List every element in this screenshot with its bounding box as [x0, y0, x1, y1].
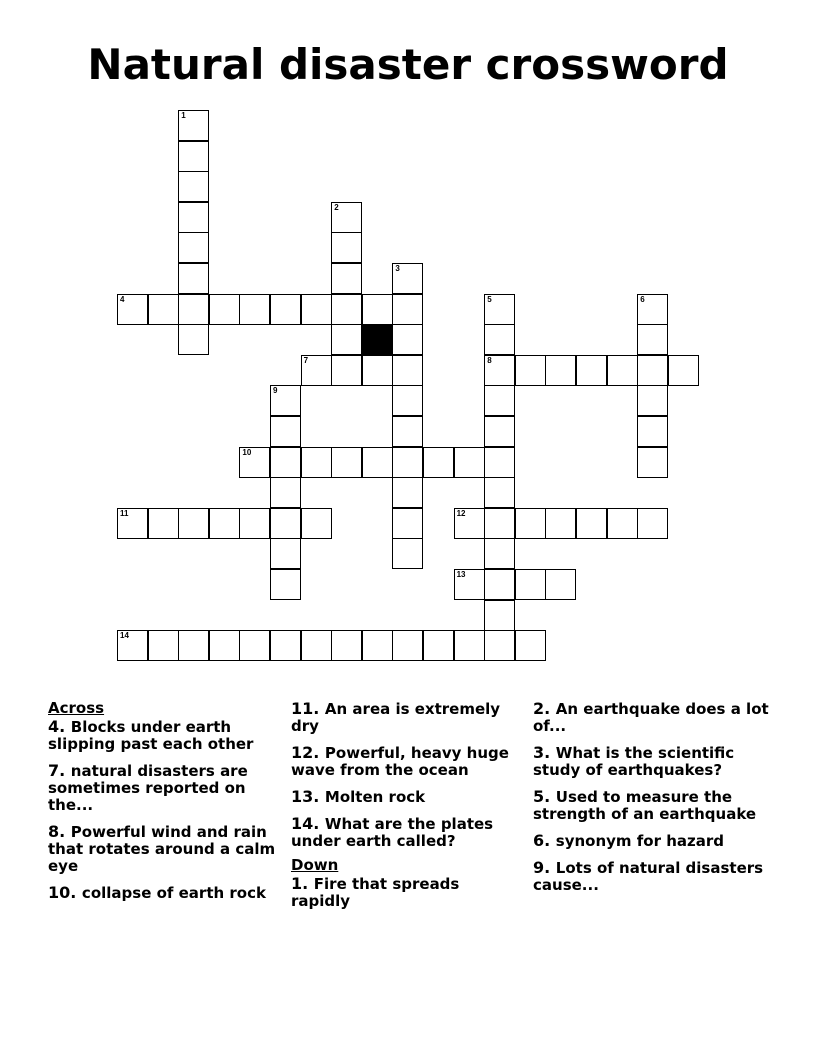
clue-number: 9: [273, 386, 278, 396]
crossword-cell[interactable]: [484, 416, 515, 447]
across-heading: Across: [48, 699, 105, 717]
clue-text: Powerful wind and rain that rotates around a calm eye: [48, 823, 276, 875]
crossword-cell[interactable]: [331, 294, 362, 325]
crossword-cell[interactable]: [178, 324, 209, 355]
crossword-cell[interactable]: [301, 447, 332, 478]
crossword-cell[interactable]: [209, 508, 240, 539]
crossword-cell[interactable]: [637, 324, 668, 355]
clue-text: What are the plates under earth called?: [291, 815, 494, 850]
crossword-cell[interactable]: [392, 355, 423, 386]
crossword-cell[interactable]: [545, 569, 576, 600]
crossword-cell[interactable]: [178, 630, 209, 661]
crossword-cell[interactable]: [331, 202, 362, 233]
crossword-cell[interactable]: [209, 294, 240, 325]
crossword-cell[interactable]: [392, 263, 423, 294]
crossword-cell[interactable]: [331, 324, 362, 355]
clue: [291, 788, 523, 806]
crossword-cell[interactable]: [392, 477, 423, 508]
crossword-cell[interactable]: [454, 508, 485, 539]
clue-number: 6.: [533, 831, 556, 850]
across-clue-list: [291, 700, 523, 850]
crossword-cell[interactable]: [392, 416, 423, 447]
clue-number: 5: [487, 294, 492, 304]
crossword-cell[interactable]: [331, 355, 362, 386]
crossword-cell[interactable]: [301, 355, 332, 386]
clue: [291, 700, 523, 735]
clue-number: 1.: [291, 874, 314, 893]
crossword-cell[interactable]: [515, 569, 546, 600]
clue-number: 13.: [291, 787, 325, 806]
crossword-cell[interactable]: [239, 294, 270, 325]
clue: [291, 744, 523, 779]
clue-text: Powerful, heavy huge wave from the ocean: [291, 744, 509, 779]
clue-number: 14.: [291, 814, 325, 833]
clue-text: An area is extremely dry: [291, 700, 501, 735]
crossword-cell[interactable]: [362, 447, 393, 478]
crossword-cell[interactable]: [668, 355, 699, 386]
crossword-cell[interactable]: [362, 355, 393, 386]
crossword-cell[interactable]: [484, 508, 515, 539]
crossword-cell[interactable]: [392, 508, 423, 539]
crossword-cell[interactable]: [545, 508, 576, 539]
crossword-cell[interactable]: [637, 447, 668, 478]
crossword-cell[interactable]: [454, 569, 485, 600]
crossword-cell[interactable]: [454, 630, 485, 661]
crossword-cell[interactable]: [239, 630, 270, 661]
crossword-cell[interactable]: [484, 538, 515, 569]
clue-number: 11.: [291, 699, 325, 718]
clue-number: 7: [303, 355, 309, 365]
crossword-cell[interactable]: [392, 447, 423, 478]
clue: [48, 884, 284, 902]
down-clue-list: [533, 700, 773, 894]
crossword-cell[interactable]: [117, 630, 148, 661]
crossword-cell[interactable]: [178, 263, 209, 294]
crossword-cell[interactable]: [576, 355, 607, 386]
clue: [48, 762, 284, 814]
crossword-cell[interactable]: [301, 508, 332, 539]
crossword-cell[interactable]: [178, 294, 209, 325]
clue: [48, 823, 284, 875]
clue: [533, 832, 773, 850]
crossword-cell[interactable]: [637, 416, 668, 447]
clue-number: 8: [487, 355, 492, 365]
clue: [533, 859, 773, 894]
clue-text: collapse of earth rock: [81, 884, 266, 902]
clue-text: Blocks under earth slipping past each other: [48, 718, 254, 753]
clue-number: 10.: [48, 883, 82, 902]
crossword-cell[interactable]: [392, 294, 423, 325]
crossword-cell[interactable]: [178, 202, 209, 233]
clue-number: 3.: [533, 743, 556, 762]
clue-number: 5.: [533, 787, 556, 806]
down-clue-list: [291, 875, 523, 910]
crossword-cell[interactable]: [454, 447, 485, 478]
crossword-cell[interactable]: [301, 630, 332, 661]
clue-number: 12: [456, 508, 466, 518]
clue-number: 9.: [533, 858, 556, 877]
crossword-cell[interactable]: [178, 110, 209, 141]
crossword-cell[interactable]: [484, 355, 515, 386]
clue-number: 14: [120, 631, 129, 641]
clue-number: 8.: [48, 822, 71, 841]
crossword-cell[interactable]: [637, 355, 668, 386]
clue-number: 2: [334, 202, 339, 212]
clues-column-2: [291, 700, 523, 919]
crossword-cell[interactable]: [270, 294, 301, 325]
crossword-cell[interactable]: [637, 508, 668, 539]
clue-number: 3: [395, 264, 400, 273]
crossword-cell[interactable]: [392, 324, 423, 355]
clue-text: synonym for hazard: [555, 832, 725, 850]
crossword-cell[interactable]: [178, 171, 209, 202]
crossword-cell[interactable]: [270, 630, 301, 661]
clue-text: Lots of natural disasters cause...: [533, 859, 764, 894]
clue-number: 12.: [291, 743, 325, 762]
crossword-cell[interactable]: [484, 447, 515, 478]
clue-number: 7.: [48, 761, 71, 780]
crossword-cell[interactable]: [607, 508, 638, 539]
crossword-cell[interactable]: [178, 141, 209, 172]
crossword-cell[interactable]: [515, 630, 546, 661]
crossword-cell[interactable]: [270, 385, 301, 416]
clue-number: 11: [120, 508, 129, 518]
crossword-cell[interactable]: [484, 630, 515, 661]
clue: [533, 700, 773, 735]
crossword-cell[interactable]: [331, 263, 362, 294]
crossword-cell[interactable]: [270, 508, 301, 539]
crossword-cell[interactable]: [484, 294, 515, 325]
crossword-cell[interactable]: [392, 385, 423, 416]
page-title: Natural disaster crossword: [87, 40, 729, 89]
crossword-cell[interactable]: [515, 508, 546, 539]
crossword-cell[interactable]: [484, 477, 515, 508]
clue-text: What is the scientific study of earthquakes?: [533, 744, 735, 779]
crossword-cell[interactable]: [423, 630, 454, 661]
crossword-cell[interactable]: [239, 447, 270, 478]
clue: [291, 875, 523, 910]
crossword-cell[interactable]: [270, 477, 301, 508]
crossword-cell[interactable]: [637, 294, 668, 325]
crossword-cell[interactable]: [331, 447, 362, 478]
crossword-cell[interactable]: [545, 355, 576, 386]
crossword-cell[interactable]: [239, 508, 270, 539]
crossword-cell[interactable]: [117, 508, 148, 539]
crossword-cell[interactable]: [576, 508, 607, 539]
clue-number: 13: [456, 570, 466, 579]
clue: [533, 788, 773, 823]
clues-column-1: [48, 700, 284, 911]
crossword-cell[interactable]: [484, 324, 515, 355]
crossword-cell[interactable]: [392, 538, 423, 569]
clue-number: 6: [640, 294, 645, 304]
crossword-cell[interactable]: [148, 294, 179, 325]
clue-number: 2.: [533, 699, 556, 718]
clue-text: Used to measure the strength of an earthquake: [533, 788, 757, 823]
clue-number: 4.: [48, 717, 71, 736]
crossword-cell[interactable]: [331, 630, 362, 661]
clues-column-3: [533, 700, 773, 903]
crossword-cell[interactable]: [331, 232, 362, 263]
down-heading: Down: [291, 856, 339, 874]
clue-text: An earthquake does a lot of...: [533, 700, 769, 735]
crossword-cell[interactable]: [301, 294, 332, 325]
crossword-cell[interactable]: [484, 600, 515, 631]
crossword-cell[interactable]: [270, 447, 301, 478]
crossword-cell[interactable]: [209, 630, 240, 661]
crossword-cell[interactable]: [117, 294, 148, 325]
crossword-cell[interactable]: [270, 538, 301, 569]
clue: [291, 815, 523, 850]
crossword-cell[interactable]: [515, 355, 546, 386]
crossword-cell[interactable]: [484, 385, 515, 416]
crossword-cell[interactable]: [148, 630, 179, 661]
crossword-cell[interactable]: [392, 630, 423, 661]
black-square: [362, 324, 393, 355]
crossword-cell[interactable]: [484, 569, 515, 600]
clue-number: 10: [242, 447, 252, 457]
clue: [48, 718, 284, 753]
clue-text: natural disasters are sometimes reported on the...: [48, 762, 248, 814]
crossword-cell[interactable]: [178, 232, 209, 263]
crossword-cell[interactable]: [362, 294, 393, 325]
clue-text: Molten rock: [324, 788, 426, 806]
crossword-cell[interactable]: [148, 508, 179, 539]
crossword-cell[interactable]: [178, 508, 209, 539]
crossword-cell[interactable]: [607, 355, 638, 386]
crossword-cell[interactable]: [362, 630, 393, 661]
clue: [533, 744, 773, 779]
crossword-cell[interactable]: [270, 569, 301, 600]
crossword-cell[interactable]: [270, 416, 301, 447]
clue-text: Fire that spreads rapidly: [291, 875, 460, 910]
clue-number: 4: [120, 294, 125, 304]
across-clue-list: [48, 718, 284, 902]
crossword-cell[interactable]: [423, 447, 454, 478]
crossword-cell[interactable]: [637, 385, 668, 416]
clue-number: 1: [181, 111, 186, 120]
